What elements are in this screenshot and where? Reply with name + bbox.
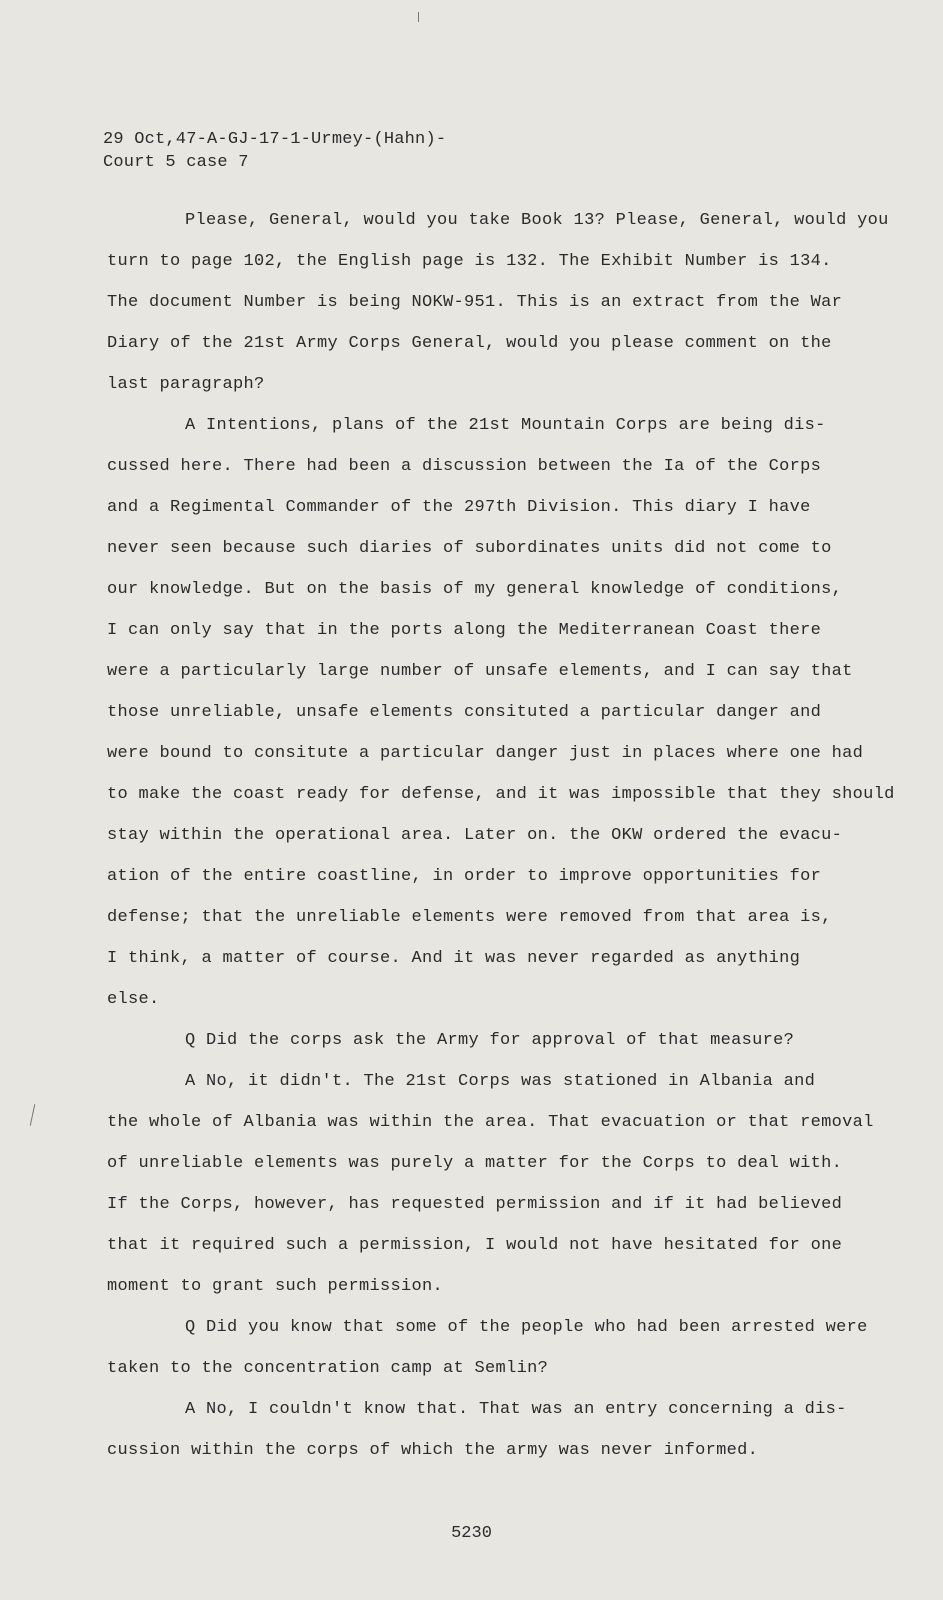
transcript-line: A No, I couldn't know that. That was an entry concerning a dis-: [185, 1400, 847, 1419]
transcript-line: A Intentions, plans of the 21st Mountain Corps are being dis-: [185, 416, 826, 435]
transcript-line: defense; that the unreliable elements were removed from that area is,: [107, 908, 832, 927]
page-number: 5230: [451, 1524, 492, 1543]
transcript-line: of unreliable elements was purely a matter for the Corps to deal with.: [107, 1154, 843, 1173]
transcript-line: the whole of Albania was within the area. That evacuation or that removal: [107, 1113, 874, 1132]
transcript-line: taken to the concentration camp at Semlin?: [107, 1359, 549, 1378]
transcript-line: and a Regimental Commander of the 297th Division. This diary I have: [107, 498, 811, 517]
transcript-line: last paragraph?: [107, 375, 265, 394]
transcript-line: never seen because such diaries of subordinates units did not come to: [107, 539, 832, 558]
transcript-line: cussed here. There had been a discussion between the Ia of the Corps: [107, 457, 822, 476]
transcript-line: those unreliable, unsafe elements consituted a particular danger and: [107, 703, 822, 722]
transcript-line: moment to grant such permission.: [107, 1277, 444, 1296]
transcript-body: [107, 200, 895, 1471]
transcript-line: I can only say that in the ports along the Mediterranean Coast there: [107, 621, 822, 640]
transcript-line: to make the coast ready for defense, and it was impossible that they should: [107, 785, 895, 804]
transcript-line: A No, it didn't. The 21st Corps was stationed in Albania and: [185, 1072, 816, 1091]
transcript-line: Q Did the corps ask the Army for approval of that measure?: [185, 1031, 795, 1050]
transcript-line: that it required such a permission, I would not have hesitated for one: [107, 1236, 843, 1255]
transcript-line: If the Corps, however, has requested permission and if it had believed: [107, 1195, 843, 1214]
document-header: [103, 128, 446, 174]
transcript-line: turn to page 102, the English page is 132. The Exhibit Number is 134.: [107, 252, 832, 271]
transcript-line: I think, a matter of course. And it was never regarded as anything: [107, 949, 801, 968]
transcript-line: Q Did you know that some of the people who had been arrested were: [185, 1318, 868, 1337]
transcript-line: Diary of the 21st Army Corps General, would you please comment on the: [107, 334, 832, 353]
transcript-line: our knowledge. But on the basis of my general knowledge of conditions,: [107, 580, 843, 599]
margin-mark: [30, 1104, 36, 1126]
transcript-line: Please, General, would you take Book 13? Please, General, would you: [185, 211, 889, 230]
transcript-line: The document Number is being NOKW-951. This is an extract from the War: [107, 293, 843, 312]
margin-mark: [418, 12, 419, 22]
transcript-line: cussion within the corps of which the army was never informed.: [107, 1441, 759, 1460]
transcript-line: stay within the operational area. Later on. the OKW ordered the evacu-: [107, 826, 843, 845]
header-line-1: 29 Oct,47-A-GJ-17-1-Urmey-(Hahn)-: [103, 130, 447, 149]
transcript-line: were bound to consitute a particular danger just in places where one had: [107, 744, 864, 763]
transcript-line: else.: [107, 990, 160, 1009]
transcript-line: ation of the entire coastline, in order to improve opportunities for: [107, 867, 822, 886]
header-line-2: Court 5 case 7: [103, 153, 249, 172]
transcript-line: were a particularly large number of unsafe elements, and I can say that: [107, 662, 853, 681]
